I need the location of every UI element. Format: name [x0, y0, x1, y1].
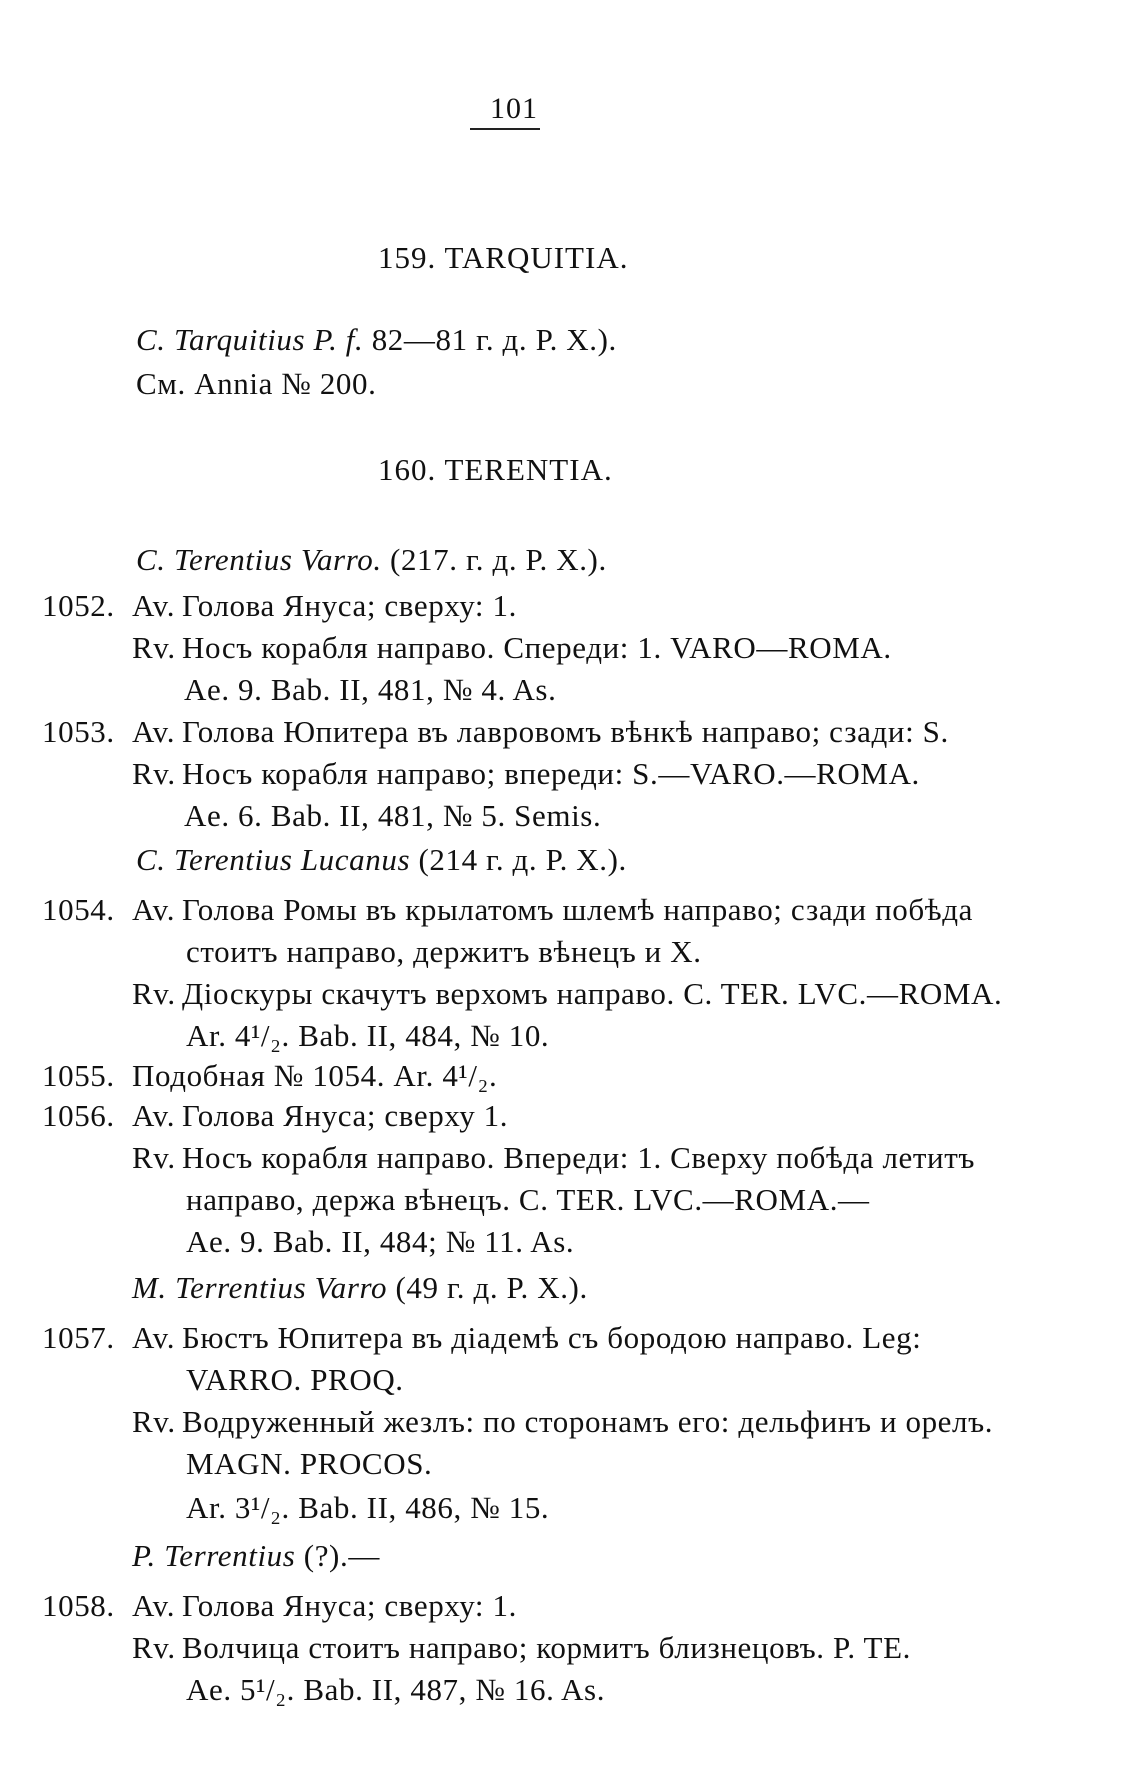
metal-reference: Ae. 9. Bab. II, 481, № 4. As. — [184, 672, 557, 707]
moneyer-date: 82—81 г. д. Р. X.). — [363, 322, 617, 357]
page-number: 101 — [490, 92, 538, 125]
catalog-entry-1056 — [42, 1098, 508, 1134]
catalog-entry-1054 — [42, 892, 973, 928]
moneyer-line — [136, 842, 627, 878]
catalog-entry-1052 — [42, 588, 517, 624]
continuation-line: стоитъ направо, держитъ вѣнецъ и X. — [186, 934, 702, 969]
moneyer-date: (217. г. д. Р. X.). — [381, 542, 607, 577]
moneyer-date: (?).— — [295, 1538, 380, 1573]
page-number-rule — [470, 128, 540, 130]
reverse-label: Rv. — [132, 1630, 176, 1665]
reverse-line — [132, 1140, 975, 1176]
moneyer-name: C. Terentius Varro. — [136, 542, 382, 577]
metal-reference: Ae. 5¹/₂. Bab. II, 487, № 16. As. — [186, 1672, 606, 1707]
moneyer-name: M. Terrentius Varro — [132, 1270, 388, 1305]
metal-reference: Ae. 6. Bab. II, 481, № 5. Semis. — [184, 798, 602, 833]
legend-line: VARRO. PROQ. — [186, 1362, 404, 1397]
entry-number: 1053. — [42, 714, 115, 749]
catalog-entry-1055 — [42, 1058, 497, 1094]
reverse-label: Rv. — [132, 756, 176, 791]
entry-text: Голова Януса; сверху: 1. — [182, 1588, 517, 1623]
entry-number: 1056. — [42, 1098, 115, 1133]
entry-number: 1052. — [42, 588, 115, 623]
reverse-label: Rv. — [132, 630, 176, 665]
entry-text: Подобная № 1054. Ar. 4¹/₂. — [132, 1058, 498, 1093]
reverse-line — [132, 630, 892, 666]
obverse-label: Av. — [132, 588, 176, 623]
entry-text: Голова Януса; сверху: 1. — [182, 588, 517, 623]
moneyer-name: P. Terrentius — [132, 1538, 296, 1573]
entry-text: Голова Ромы въ крылатомъ шлемѣ направо; сзади побѣда — [182, 892, 973, 927]
entry-number: 1058. — [42, 1588, 115, 1623]
reverse-line — [132, 756, 920, 792]
entry-number: 1055. — [42, 1058, 115, 1093]
entry-text: Водруженный жезлъ: по сторонамъ его: дельфинъ и орелъ. — [182, 1404, 994, 1439]
moneyer-date: (49 г. д. Р. X.). — [387, 1270, 588, 1305]
reverse-label: Rv. — [132, 1404, 176, 1439]
obverse-label: Av. — [132, 1588, 176, 1623]
obverse-label: Av. — [132, 714, 176, 749]
moneyer-line — [136, 322, 617, 358]
entry-text: Голова Януса; сверху 1. — [182, 1098, 509, 1133]
entry-text: Волчица стоитъ направо; кормитъ близнецовъ. P. TE. — [182, 1630, 911, 1665]
section-heading-terentia: 160. TERENTIA. — [378, 452, 613, 487]
metal-reference: Ar. 3¹/₂. Bab. II, 486, № 15. — [186, 1490, 550, 1525]
continuation-line: направо, держа вѣнецъ. C. TER. LVC.—ROMA.— — [186, 1182, 870, 1217]
entry-number: 1054. — [42, 892, 115, 927]
catalog-entry-1053 — [42, 714, 949, 750]
reverse-line — [132, 976, 1002, 1012]
obverse-label: Av. — [132, 892, 176, 927]
moneyer-name: C. Tarquitius P. f. — [136, 322, 364, 357]
reverse-line — [132, 1630, 911, 1666]
reverse-label: Rv. — [132, 976, 176, 1011]
metal-reference: Ae. 9. Bab. II, 484; № 11. As. — [186, 1224, 575, 1259]
moneyer-name: C. Terentius Lucanus — [136, 842, 411, 877]
moneyer-line — [136, 542, 607, 578]
entry-text: Бюстъ Юпитера въ діадемѣ съ бородою направо. Leg: — [182, 1320, 922, 1355]
entry-text: Голова Юпитера въ лавровомъ вѣнкѣ направо; сзади: S. — [182, 714, 949, 749]
catalog-entry-1057 — [42, 1320, 921, 1356]
moneyer-line — [132, 1538, 380, 1574]
obverse-label: Av. — [132, 1098, 176, 1133]
entry-text: Носъ корабля направо. Спереди: 1. VARO—ROMA. — [182, 630, 892, 665]
obverse-label: Av. — [132, 1320, 176, 1355]
reverse-label: Rv. — [132, 1140, 176, 1175]
catalog-entry-1058 — [42, 1588, 517, 1624]
entry-text: Діоскуры скачутъ верхомъ направо. C. TER. LVC.—ROMA. — [182, 976, 1003, 1011]
entry-number: 1057. — [42, 1320, 115, 1355]
legend-line: MAGN. PROCOS. — [186, 1446, 433, 1481]
cross-reference: См. Annia № 200. — [136, 366, 377, 401]
moneyer-date: (214 г. д. Р. X.). — [410, 842, 627, 877]
reverse-line — [132, 1404, 993, 1440]
section-heading-tarquitia: 159. TARQUITIA. — [378, 240, 629, 275]
entry-text: Носъ корабля направо; впереди: S.—VARO.—ROMA. — [182, 756, 920, 791]
entry-text: Носъ корабля направо. Впереди: 1. Сверху побѣда летитъ — [182, 1140, 976, 1175]
moneyer-line — [132, 1270, 588, 1306]
metal-reference: Ar. 4¹/₂. Bab. II, 484, № 10. — [186, 1018, 550, 1053]
